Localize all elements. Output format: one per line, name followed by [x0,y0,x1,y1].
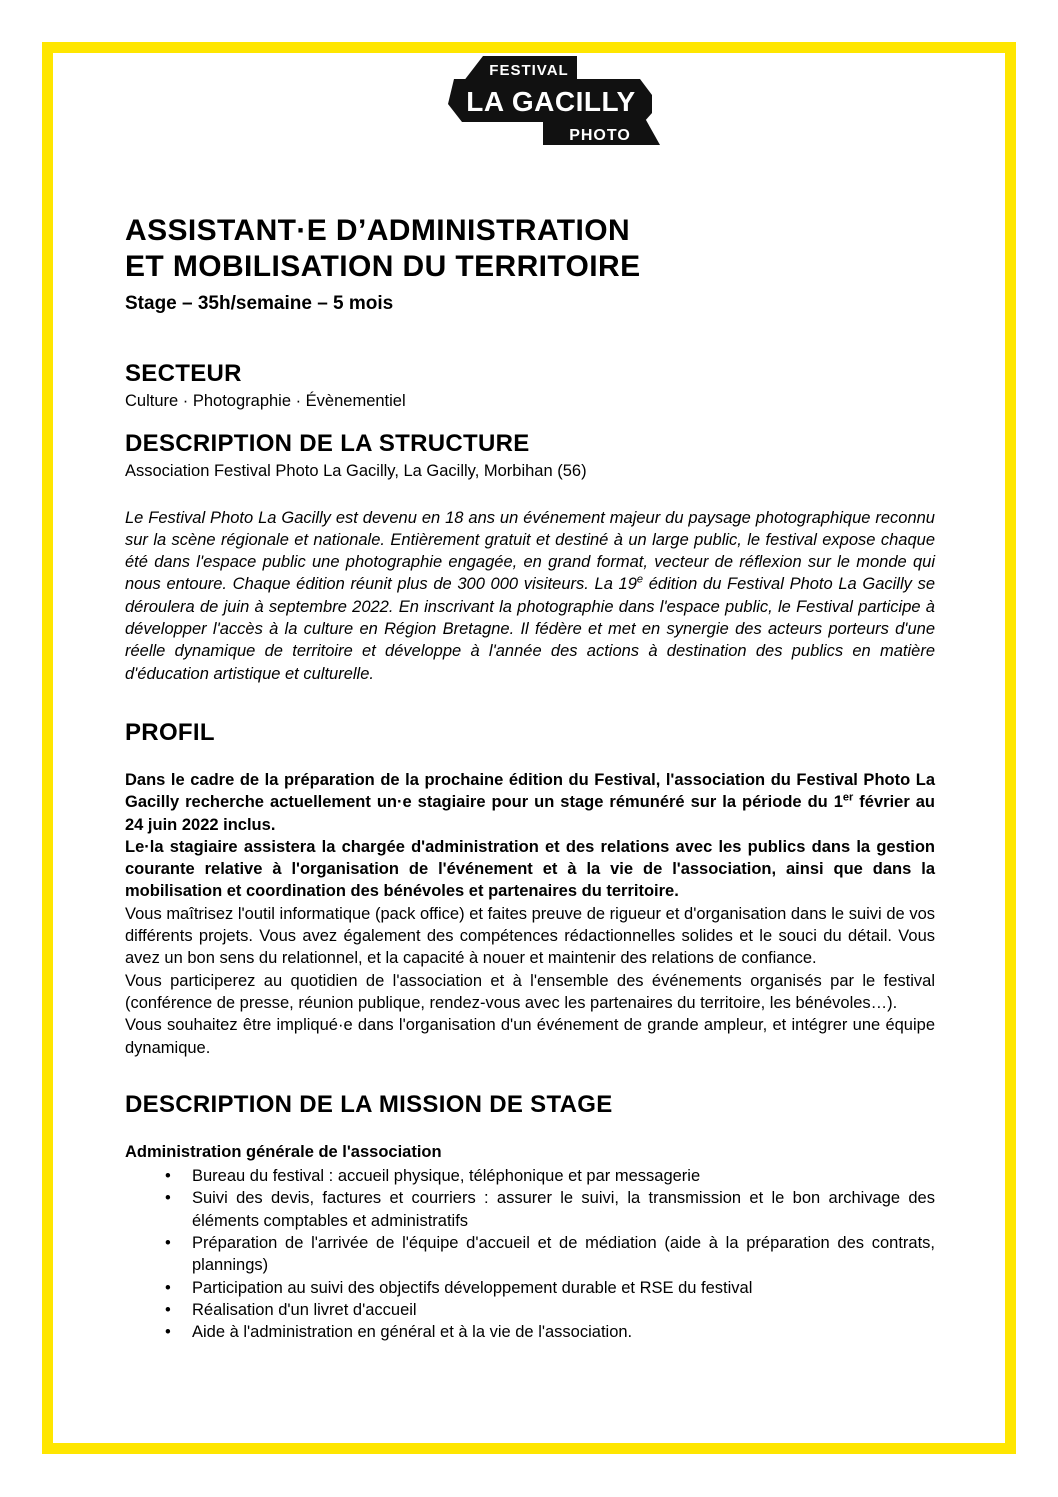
profil-paragraph-3: Vous maîtrisez l'outil informatique (pack office) et faites preuve de rigueur et d'organisation dans le suivi de vos différents projets. Vous avez également des compétences rédactionnelles solides et le souci du détail. Vous avez un bon sens du relationnel, et la capacité à nouer et maintenir des relations de confiance. [125,904,935,968]
profil-body [125,769,935,1059]
festival-la-gacilly-photo-logo [447,55,662,147]
logo-festival-text: FESTIVAL [489,62,569,79]
secteur-body: Culture · Photographie · Évènementiel [125,392,406,410]
logo-la-gacilly-text: LA GACILLY [466,86,636,117]
secteur-heading: SECTEUR [125,360,242,387]
profil-paragraph-5: Vous souhaitez être impliqué·e dans l'organisation d'un événement de grande ampleur, et intégrer une équipe dynamique. [125,1016,935,1057]
mission-bullet-item: • Aide à l'administration en général et à la vie de l'association. [125,1321,935,1343]
structure-subheading: Association Festival Photo La Gacilly, La Gacilly, Morbihan (56) [125,462,587,481]
profil-paragraph-1 [125,769,935,836]
structure-description-part2: édition du Festival Photo La Gacilly se déroulera de juin à septembre 2022. En inscrivant la photographie dans l'espace public, le Festival participe à développer l'accès à la culture en Région Bretagne. Il fédère et met en synergie des acteurs porteurs d'une réelle dynamique de territoire et développe à l'année des actions à destination des publics en matière d'éducation artistique et culturelle. [125,575,935,683]
profil-paragraph-4: Vous participerez au quotidien de l'association et à l'ensemble des événements organisés par le festival (conférence de presse, réunion publique, rendez-vous avec les partenaires du territoire, les bénévoles…). [125,971,935,1012]
job-title-line2: ET MOBILISATION DU TERRITOIRE [125,250,641,283]
structure-description-superscript: e [636,573,644,586]
logo-photo-text: PHOTO [569,127,631,144]
mission-bullet-item: • Préparation de l'arrivée de l'équipe d'accueil et de médiation (aide à la préparation des contrats, plannings) [125,1232,935,1277]
mission-bullet-item: • Bureau du festival : accueil physique, téléphonique et par messagerie [125,1165,935,1187]
structure-heading: DESCRIPTION DE LA STRUCTURE [125,430,530,458]
mission-bullet-item: • Réalisation d'un livret d'accueil [125,1299,935,1321]
profil-paragraph-1-part2: février au 24 juin 2022 inclus. [125,793,935,834]
mission-bullet-item: • Suivi des devis, factures et courriers : assurer le suivi, la transmission et le bon archivage des éléments comptables et administratifs [125,1187,935,1232]
profil-heading: PROFIL [125,718,215,746]
mission-bullet-list [125,1165,935,1343]
job-subtitle-contract-terms: Stage – 35h/semaine – 5 mois [125,293,394,314]
document-content [125,53,935,1344]
profil-paragraph-1-part1: Dans le cadre de la préparation de la prochaine édition du Festival, l'association du Festival Photo La Gacilly recherche actuellement un·e stagiaire pour un stage rémunéré sur la période du 1 [125,770,935,812]
structure-description [125,507,935,685]
job-title [125,213,935,285]
profil-paragraph-1-superscript: er [842,791,854,804]
mission-subheading: Administration générale de l'association [125,1142,442,1161]
mission-bullet-item: • Participation au suivi des objectifs développement durable et RSE du festival [125,1277,935,1299]
profil-paragraph-2: Le·la stagiaire assistera la chargée d'administration et des relations avec les publics dans la gestion courante relative à l'organisation de l'événement et à la vie de l'association, ainsi que dans la mobilisation et coordination des bénévoles et partenaires du territoire. [125,837,935,901]
mission-heading: DESCRIPTION DE LA MISSION DE STAGE [125,1090,613,1118]
structure-description-part1: Le Festival Photo La Gacilly est devenu en 18 ans un événement majeur du paysage photographique reconnu sur la scène régionale et nationale. Entièrement gratuit et destiné à un large public, le festival expose chaque été dans l'espace public une photographie engagée, en grand format, vecteur de réflexion sur le monde qui nous entoure. Chaque édition réunit plus de 300 000 visiteurs. La 19 [125,508,935,594]
job-title-line1: ASSISTANT·E D’ADMINISTRATION [125,214,631,247]
